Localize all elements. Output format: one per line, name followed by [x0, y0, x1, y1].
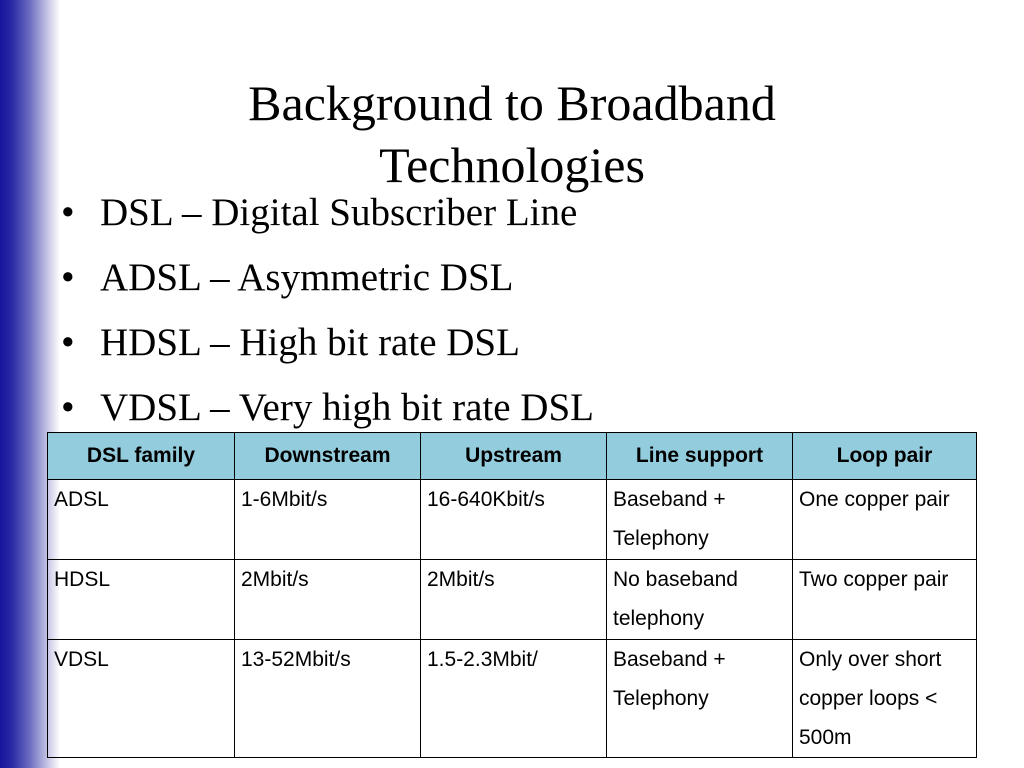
bullet-marker: • — [61, 321, 75, 364]
bullet-item — [55, 253, 594, 318]
bullet-text: VDSL – Very high bit rate DSL — [100, 386, 594, 429]
table-cell: Baseband + Telephony — [607, 480, 793, 560]
bullet-marker: • — [61, 191, 75, 234]
bullet-marker: • — [61, 256, 75, 299]
table-cell: 2Mbit/s — [235, 560, 421, 640]
slide-title: Background to Broadband Technologies — [248, 75, 776, 193]
table-cell: VDSL — [48, 640, 235, 758]
table-cell: 1.5-2.3Mbit/ — [421, 640, 607, 758]
bullet-text: HDSL – High bit rate DSL — [100, 321, 520, 364]
table-cell: No baseband telephony — [607, 560, 793, 640]
header-loop-pair: Loop pair — [793, 433, 977, 480]
table-cell: 2Mbit/s — [421, 560, 607, 640]
bullet-item — [55, 188, 594, 253]
header-dsl-family: DSL family — [48, 433, 235, 480]
table-cell: ADSL — [48, 480, 235, 560]
header-upstream: Upstream — [421, 433, 607, 480]
table-cell: Only over short copper loops < 500m — [793, 640, 977, 758]
table-cell: 1-6Mbit/s — [235, 480, 421, 560]
table-row — [48, 480, 977, 560]
bullet-list — [55, 188, 594, 448]
dsl-comparison-table — [47, 432, 977, 758]
table-row — [48, 640, 977, 758]
table-cell: Two copper pair — [793, 560, 977, 640]
table-cell: 16-640Kbit/s — [421, 480, 607, 560]
table-cell: One copper pair — [793, 480, 977, 560]
bullet-text: ADSL – Asymmetric DSL — [100, 256, 514, 299]
table-cell: Baseband + Telephony — [607, 640, 793, 758]
table-cell: 13-52Mbit/s — [235, 640, 421, 758]
table-header-row — [48, 433, 977, 480]
header-downstream: Downstream — [235, 433, 421, 480]
table-cell: HDSL — [48, 560, 235, 640]
bullet-item — [55, 318, 594, 383]
header-line-support: Line support — [607, 433, 793, 480]
table-row — [48, 560, 977, 640]
bullet-marker: • — [61, 386, 75, 429]
bullet-text: DSL – Digital Subscriber Line — [100, 191, 578, 234]
